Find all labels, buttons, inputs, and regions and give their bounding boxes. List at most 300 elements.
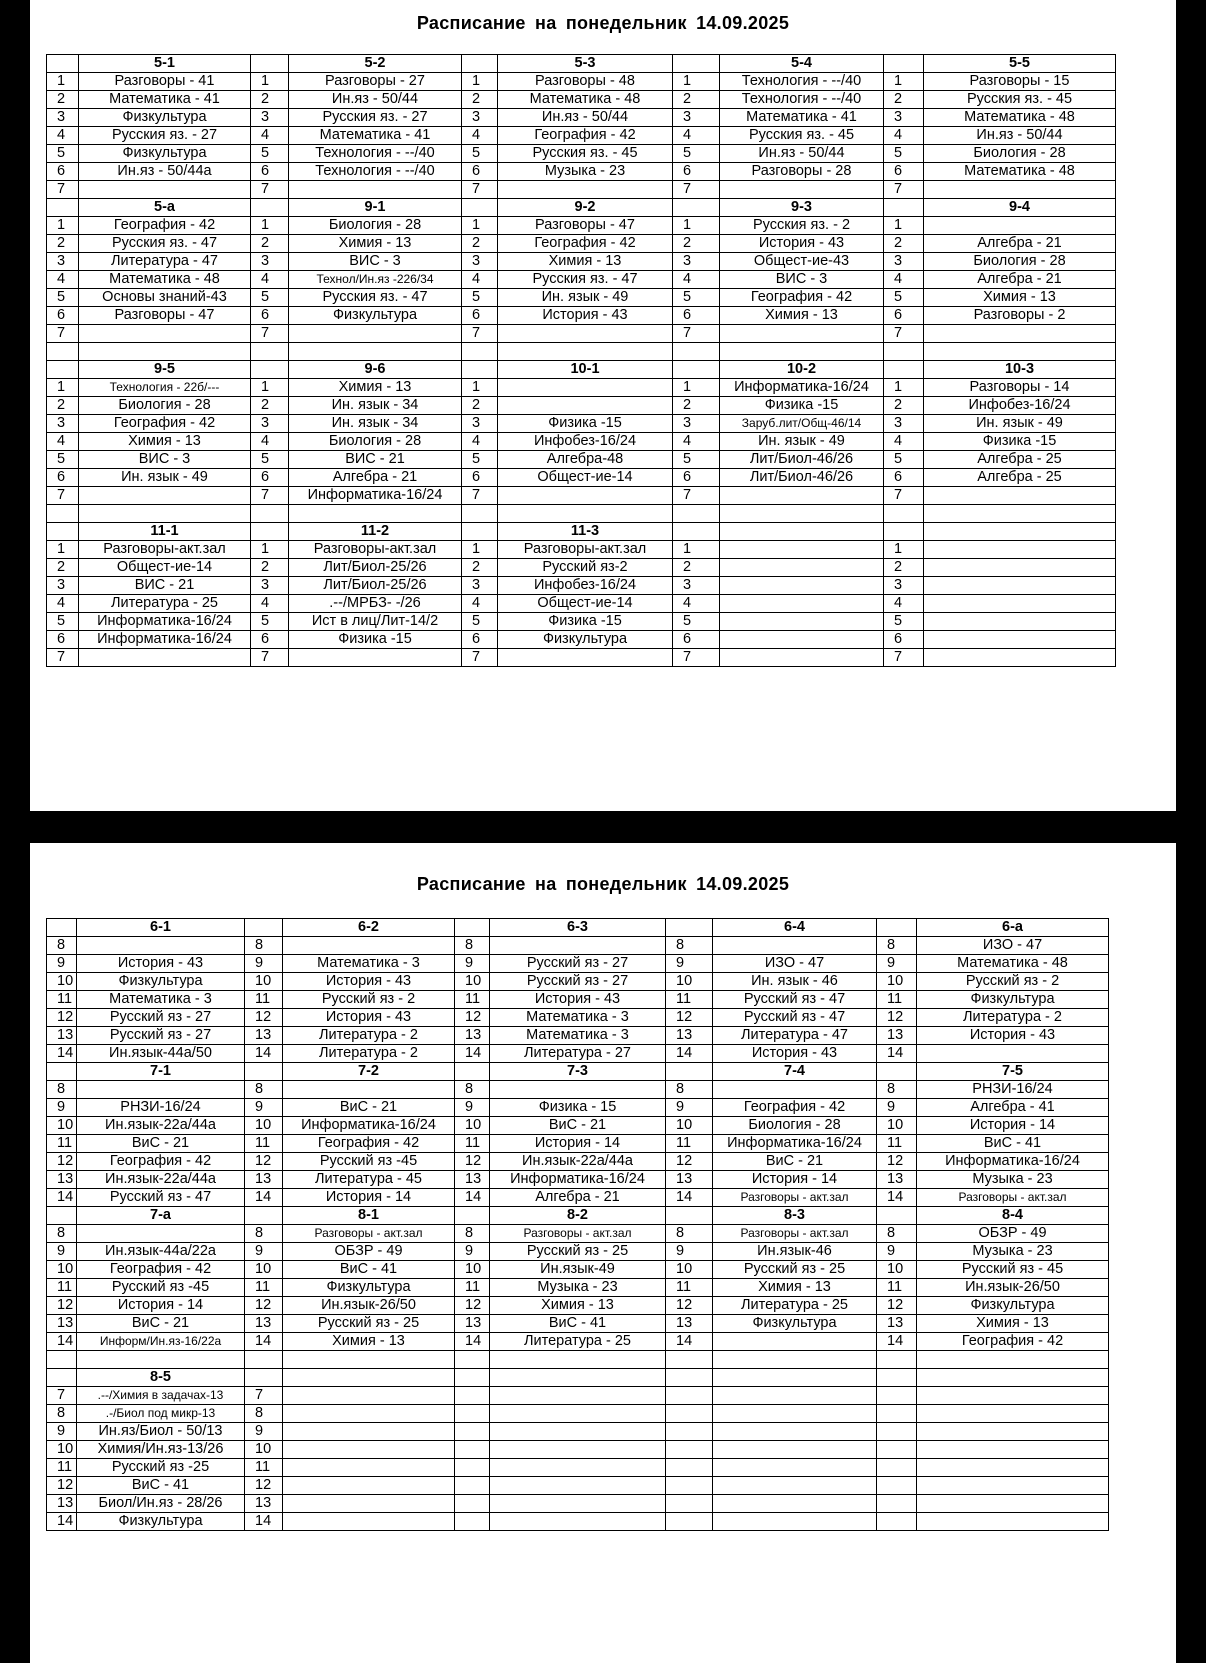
header-number-cell — [884, 523, 924, 541]
lesson-cell: Инфобез-16/24 — [924, 397, 1116, 415]
lesson-cell: Биология - 28 — [924, 253, 1116, 271]
lesson-row — [47, 1405, 1109, 1423]
blank-cell — [47, 343, 79, 361]
lesson-cell: Химия - 13 — [490, 1297, 666, 1315]
lesson-number: 8 — [666, 937, 713, 955]
lesson-row — [47, 1477, 1109, 1495]
lesson-number: 3 — [47, 415, 79, 433]
lesson-number: 12 — [455, 1153, 490, 1171]
lesson-cell — [924, 541, 1116, 559]
class-name-header: 9-3 — [720, 199, 884, 217]
lesson-number: 4 — [47, 433, 79, 451]
lesson-number: 3 — [47, 577, 79, 595]
lesson-cell — [917, 1459, 1109, 1477]
lesson-cell: Химия - 13 — [713, 1279, 877, 1297]
class-name-header: 10-3 — [924, 361, 1116, 379]
lesson-cell: Физика -15 — [924, 433, 1116, 451]
lesson-cell — [924, 325, 1116, 343]
lesson-number: 5 — [47, 289, 79, 307]
lesson-number: 2 — [47, 559, 79, 577]
lesson-cell: Музыка - 23 — [917, 1171, 1109, 1189]
lesson-cell: Ин.яз - 50/44 — [498, 109, 673, 127]
lesson-number: 1 — [673, 541, 720, 559]
lesson-cell: Физкультура — [498, 631, 673, 649]
lesson-number: 8 — [47, 1081, 77, 1099]
lesson-row — [47, 289, 1116, 307]
lesson-cell: Литература - 45 — [283, 1171, 455, 1189]
lesson-number: 10 — [245, 1441, 283, 1459]
lesson-cell: Технология - 22б/--- — [79, 379, 251, 397]
class-name-header: 7-3 — [490, 1063, 666, 1081]
lesson-number: 6 — [673, 307, 720, 325]
lesson-cell: История - 14 — [283, 1189, 455, 1207]
lesson-cell — [713, 1387, 877, 1405]
lesson-number: 6 — [47, 631, 79, 649]
lesson-number: 3 — [462, 253, 498, 271]
lesson-cell — [720, 181, 884, 199]
lesson-cell: Математика - 3 — [283, 955, 455, 973]
lesson-cell: Ин.язык-46 — [713, 1243, 877, 1261]
lesson-cell — [924, 217, 1116, 235]
lesson-number: 7 — [251, 649, 289, 667]
lesson-number: 7 — [884, 649, 924, 667]
lesson-number: 13 — [877, 1027, 917, 1045]
lesson-cell — [720, 325, 884, 343]
lesson-row — [47, 973, 1109, 991]
lesson-number: 14 — [47, 1045, 77, 1063]
lesson-number: 7 — [47, 1387, 77, 1405]
lesson-number: 6 — [251, 163, 289, 181]
lesson-number: 9 — [47, 1423, 77, 1441]
lesson-number: 10 — [877, 1117, 917, 1135]
lesson-row — [47, 145, 1116, 163]
lesson-number: 8 — [877, 937, 917, 955]
lesson-cell: Литература - 2 — [917, 1009, 1109, 1027]
lesson-number: 1 — [462, 217, 498, 235]
header-number-cell — [455, 919, 490, 937]
lesson-number: 13 — [47, 1315, 77, 1333]
lesson-cell — [79, 181, 251, 199]
lesson-row — [47, 1423, 1109, 1441]
lesson-cell: Ин.яз/Биол - 50/13 — [77, 1423, 245, 1441]
header-number-cell — [673, 523, 720, 541]
lesson-number: 2 — [884, 91, 924, 109]
lesson-number: 7 — [884, 325, 924, 343]
lesson-number: 5 — [462, 145, 498, 163]
blank-cell — [47, 505, 79, 523]
lesson-number: 6 — [47, 469, 79, 487]
lesson-cell: ВиС - 21 — [713, 1153, 877, 1171]
lesson-cell — [77, 1081, 245, 1099]
class-header-row — [47, 1063, 1109, 1081]
lesson-cell: Заруб.лит/Общ-46/14 — [720, 415, 884, 433]
lesson-cell: ВиС - 21 — [283, 1099, 455, 1117]
lesson-cell: ВиС - 41 — [917, 1135, 1109, 1153]
lesson-cell: Инфобез-16/24 — [498, 433, 673, 451]
lesson-number: 12 — [245, 1153, 283, 1171]
lesson-cell: Музыка - 23 — [917, 1243, 1109, 1261]
lesson-row — [47, 253, 1116, 271]
lesson-row — [47, 631, 1116, 649]
lesson-number: 13 — [245, 1495, 283, 1513]
lesson-cell: География - 42 — [713, 1099, 877, 1117]
lesson-number: 8 — [877, 1081, 917, 1099]
blank-row — [47, 505, 1116, 523]
lesson-number: 8 — [455, 1225, 490, 1243]
lesson-number: 1 — [673, 379, 720, 397]
lesson-cell: Ин. язык - 49 — [720, 433, 884, 451]
lesson-number: 8 — [455, 937, 490, 955]
lesson-number: 4 — [673, 127, 720, 145]
lesson-cell: Разговоры - 47 — [79, 307, 251, 325]
lesson-number: 4 — [47, 127, 79, 145]
lesson-cell: История - 43 — [283, 1009, 455, 1027]
lesson-number — [877, 1459, 917, 1477]
lesson-row — [47, 397, 1116, 415]
lesson-number: 14 — [245, 1189, 283, 1207]
lesson-number: 6 — [884, 631, 924, 649]
lesson-row — [47, 91, 1116, 109]
lesson-cell: ВИС - 21 — [79, 577, 251, 595]
lesson-cell — [720, 613, 884, 631]
class-name-header — [713, 1369, 877, 1387]
lesson-number: 5 — [884, 145, 924, 163]
blank-cell — [490, 1351, 666, 1369]
lesson-number: 12 — [245, 1297, 283, 1315]
lesson-cell: Разговоры-акт.зал — [289, 541, 462, 559]
lesson-row — [47, 325, 1116, 343]
lesson-cell: Русский яз - 25 — [713, 1261, 877, 1279]
lesson-number: 2 — [673, 91, 720, 109]
lesson-cell: Химия - 13 — [720, 307, 884, 325]
lesson-cell: Химия/Ин.яз-13/26 — [77, 1441, 245, 1459]
blank-cell — [462, 343, 498, 361]
lesson-number: 11 — [47, 1135, 77, 1153]
lesson-number: 3 — [462, 415, 498, 433]
lesson-number: 10 — [877, 1261, 917, 1279]
header-number-cell — [455, 1369, 490, 1387]
lesson-number: 3 — [673, 577, 720, 595]
lesson-number: 6 — [462, 307, 498, 325]
lesson-number: 13 — [877, 1315, 917, 1333]
header-number-cell — [245, 919, 283, 937]
lesson-row — [47, 415, 1116, 433]
header-number-cell — [884, 55, 924, 73]
lesson-cell: Информатика-16/24 — [289, 487, 462, 505]
class-name-header: 8-3 — [713, 1207, 877, 1225]
lesson-number: 13 — [47, 1171, 77, 1189]
lesson-cell — [713, 1477, 877, 1495]
lesson-cell: Русския яз. - 47 — [289, 289, 462, 307]
lesson-number: 11 — [455, 991, 490, 1009]
lesson-cell: Химия - 13 — [498, 253, 673, 271]
blank-cell — [462, 505, 498, 523]
lesson-number: 14 — [666, 1333, 713, 1351]
class-header-row — [47, 1207, 1109, 1225]
lesson-row — [47, 541, 1116, 559]
lesson-number: 1 — [462, 73, 498, 91]
lesson-row — [47, 1261, 1109, 1279]
lesson-cell: Биология - 28 — [713, 1117, 877, 1135]
lesson-number: 10 — [666, 1117, 713, 1135]
lesson-number: 8 — [245, 1225, 283, 1243]
lesson-number: 3 — [251, 109, 289, 127]
lesson-number: 4 — [884, 271, 924, 289]
lesson-cell — [917, 1423, 1109, 1441]
header-number-cell — [877, 1063, 917, 1081]
lesson-number: 10 — [47, 1117, 77, 1135]
lesson-row — [47, 451, 1116, 469]
lesson-cell: ВИС - 3 — [79, 451, 251, 469]
lesson-row — [47, 235, 1116, 253]
lesson-number: 14 — [245, 1513, 283, 1531]
lesson-number: 12 — [47, 1297, 77, 1315]
class-name-header: 7-5 — [917, 1063, 1109, 1081]
lesson-number: 4 — [251, 271, 289, 289]
lesson-number: 11 — [455, 1135, 490, 1153]
blank-row — [47, 1351, 1109, 1369]
header-number-cell — [666, 1369, 713, 1387]
lesson-row — [47, 1081, 1109, 1099]
lesson-cell: Математика - 41 — [79, 91, 251, 109]
lesson-cell: Разговоры - акт.зал — [490, 1225, 666, 1243]
lesson-cell — [490, 937, 666, 955]
lesson-number: 14 — [666, 1189, 713, 1207]
lesson-cell: География - 42 — [720, 289, 884, 307]
lesson-cell — [924, 487, 1116, 505]
lesson-cell: Математика - 3 — [490, 1027, 666, 1045]
lesson-number — [455, 1423, 490, 1441]
lesson-cell — [720, 595, 884, 613]
lesson-number: 7 — [47, 487, 79, 505]
lesson-cell: Физкультура — [917, 991, 1109, 1009]
lesson-cell: Технол/Ин.яз -226/34 — [289, 271, 462, 289]
lesson-cell — [924, 613, 1116, 631]
lesson-cell — [720, 541, 884, 559]
class-name-header: 5-4 — [720, 55, 884, 73]
page-title: Расписание на понедельник 14.09.2025 — [416, 13, 790, 33]
lesson-cell: Русский яз - 2 — [283, 991, 455, 1009]
lesson-cell: Ин.язык-26/50 — [283, 1297, 455, 1315]
lesson-cell — [283, 1081, 455, 1099]
lesson-number: 1 — [884, 541, 924, 559]
lesson-number: 12 — [47, 1477, 77, 1495]
lesson-cell: Алгебра-48 — [498, 451, 673, 469]
lesson-number: 2 — [251, 91, 289, 109]
lesson-cell: Общест-ие-14 — [79, 559, 251, 577]
header-number-cell — [251, 523, 289, 541]
lesson-number: 6 — [884, 163, 924, 181]
blank-cell — [720, 505, 884, 523]
lesson-number: 7 — [47, 649, 79, 667]
lesson-number: 1 — [884, 73, 924, 91]
class-header-row — [47, 55, 1116, 73]
lesson-cell: Русский яз -45 — [283, 1153, 455, 1171]
class-name-header: 10-2 — [720, 361, 884, 379]
lesson-number: 10 — [877, 973, 917, 991]
lesson-cell — [713, 1513, 877, 1531]
lesson-cell: Ин. язык - 34 — [289, 397, 462, 415]
lesson-cell: География - 42 — [283, 1135, 455, 1153]
lesson-number: 12 — [455, 1297, 490, 1315]
lesson-cell — [498, 487, 673, 505]
lesson-cell: Физкультура — [77, 1513, 245, 1531]
class-header-row — [47, 1369, 1109, 1387]
lesson-cell: География - 42 — [917, 1333, 1109, 1351]
lesson-number: 10 — [455, 973, 490, 991]
lesson-number — [666, 1387, 713, 1405]
lesson-number: 12 — [666, 1297, 713, 1315]
lesson-cell: Разговоры - акт.зал — [713, 1189, 877, 1207]
lesson-cell: Ин.язык-22а/44а — [77, 1171, 245, 1189]
lesson-number: 7 — [673, 649, 720, 667]
lesson-cell: Русский яз - 27 — [77, 1009, 245, 1027]
lesson-cell: Информатика-16/24 — [79, 613, 251, 631]
class-name-header: 5-1 — [79, 55, 251, 73]
lesson-cell — [924, 595, 1116, 613]
lesson-number: 4 — [673, 595, 720, 613]
lesson-number: 5 — [47, 613, 79, 631]
lesson-cell: Общест-ие-43 — [720, 253, 884, 271]
lesson-cell: .--/МРБЗ- -/26 — [289, 595, 462, 613]
class-name-header: 6-а — [917, 919, 1109, 937]
schedule-table — [46, 54, 1116, 667]
class-name-header: 8-2 — [490, 1207, 666, 1225]
lesson-number: 6 — [462, 631, 498, 649]
header-number-cell — [251, 199, 289, 217]
lesson-cell: История - 14 — [917, 1117, 1109, 1135]
lesson-number — [877, 1387, 917, 1405]
lesson-cell: Математика - 41 — [720, 109, 884, 127]
header-number-cell — [673, 361, 720, 379]
lesson-cell: Русския яз. - 47 — [79, 235, 251, 253]
lesson-cell — [917, 1513, 1109, 1531]
lesson-number — [666, 1405, 713, 1423]
lesson-number: 8 — [47, 1405, 77, 1423]
class-name-header — [283, 1369, 455, 1387]
lesson-cell: География - 42 — [77, 1153, 245, 1171]
blank-cell — [673, 505, 720, 523]
lesson-cell: Русский яз - 2 — [917, 973, 1109, 991]
lesson-cell — [720, 487, 884, 505]
lesson-number: 10 — [455, 1261, 490, 1279]
class-header-row — [47, 919, 1109, 937]
lesson-cell: Русския яз. - 2 — [720, 217, 884, 235]
lesson-cell: Математика - 3 — [490, 1009, 666, 1027]
lesson-cell: Математика - 48 — [924, 163, 1116, 181]
class-name-header — [490, 1369, 666, 1387]
lesson-cell: Русския яз. - 45 — [924, 91, 1116, 109]
class-name-header: 6-2 — [283, 919, 455, 937]
lesson-cell — [713, 1405, 877, 1423]
lesson-cell — [289, 325, 462, 343]
lesson-cell: Разговоры-акт.зал — [498, 541, 673, 559]
header-number-cell — [47, 1207, 77, 1225]
lesson-cell — [490, 1081, 666, 1099]
lesson-cell — [917, 1477, 1109, 1495]
lesson-cell: Русский яз -25 — [77, 1459, 245, 1477]
header-number-cell — [666, 919, 713, 937]
lesson-number: 4 — [251, 595, 289, 613]
lesson-row — [47, 991, 1109, 1009]
lesson-number: 5 — [673, 451, 720, 469]
class-name-header: 8-4 — [917, 1207, 1109, 1225]
class-name-header: 9-4 — [924, 199, 1116, 217]
lesson-cell — [720, 559, 884, 577]
header-number-cell — [877, 919, 917, 937]
class-name-header: 5-5 — [924, 55, 1116, 73]
lesson-cell: Информатика-16/24 — [490, 1171, 666, 1189]
lesson-cell: Физкультура — [79, 109, 251, 127]
lesson-number — [666, 1495, 713, 1513]
lesson-number: 2 — [673, 397, 720, 415]
lesson-number: 2 — [673, 235, 720, 253]
lesson-cell: Физика - 15 — [490, 1099, 666, 1117]
lesson-number: 6 — [47, 163, 79, 181]
lesson-number: 12 — [877, 1297, 917, 1315]
lesson-cell: Математика - 41 — [289, 127, 462, 145]
lesson-cell: Ин. язык - 49 — [498, 289, 673, 307]
blank-cell — [924, 505, 1116, 523]
lesson-number: 8 — [47, 937, 77, 955]
lesson-number: 4 — [462, 271, 498, 289]
lesson-number: 3 — [884, 109, 924, 127]
lesson-number: 9 — [245, 1099, 283, 1117]
lesson-number: 6 — [884, 469, 924, 487]
page-title: Расписание на понедельник 14.09.2025 — [416, 874, 790, 894]
lesson-row — [47, 1099, 1109, 1117]
lesson-cell: История - 43 — [498, 307, 673, 325]
lesson-number — [877, 1495, 917, 1513]
header-number-cell — [245, 1369, 283, 1387]
lesson-cell: Химия - 13 — [924, 289, 1116, 307]
lesson-cell: Разговоры - 15 — [924, 73, 1116, 91]
lesson-number: 3 — [884, 253, 924, 271]
lesson-number: 6 — [251, 631, 289, 649]
lesson-cell: Биология - 28 — [79, 397, 251, 415]
lesson-cell: Химия - 13 — [283, 1333, 455, 1351]
lesson-number: 8 — [47, 1225, 77, 1243]
lesson-cell: Русский яз -45 — [77, 1279, 245, 1297]
lesson-cell: ИЗО - 47 — [917, 937, 1109, 955]
lesson-number: 3 — [251, 577, 289, 595]
lesson-cell: Алгебра - 25 — [924, 469, 1116, 487]
lesson-number: 7 — [462, 649, 498, 667]
lesson-cell: Математика - 48 — [924, 109, 1116, 127]
lesson-cell — [924, 577, 1116, 595]
class-name-header: 7-2 — [283, 1063, 455, 1081]
lesson-cell: Русский яз - 45 — [917, 1261, 1109, 1279]
class-name-header: 9-2 — [498, 199, 673, 217]
lesson-cell: Информ/Ин.яз-16/22а — [77, 1333, 245, 1351]
lesson-cell — [924, 649, 1116, 667]
lesson-cell — [283, 1477, 455, 1495]
lesson-number: 3 — [462, 109, 498, 127]
lesson-cell: Русския яз. - 45 — [498, 145, 673, 163]
lesson-number — [666, 1423, 713, 1441]
class-name-header: 7-4 — [713, 1063, 877, 1081]
lesson-cell: ВиС - 21 — [77, 1315, 245, 1333]
lesson-cell: Физика -15 — [289, 631, 462, 649]
lesson-cell: Биология - 28 — [289, 217, 462, 235]
lesson-cell — [498, 649, 673, 667]
lesson-number: 13 — [666, 1315, 713, 1333]
class-name-header: 9-6 — [289, 361, 462, 379]
lesson-cell: Физика -15 — [498, 415, 673, 433]
lesson-number: 12 — [877, 1153, 917, 1171]
lesson-number: 11 — [877, 1135, 917, 1153]
lesson-row — [47, 1459, 1109, 1477]
